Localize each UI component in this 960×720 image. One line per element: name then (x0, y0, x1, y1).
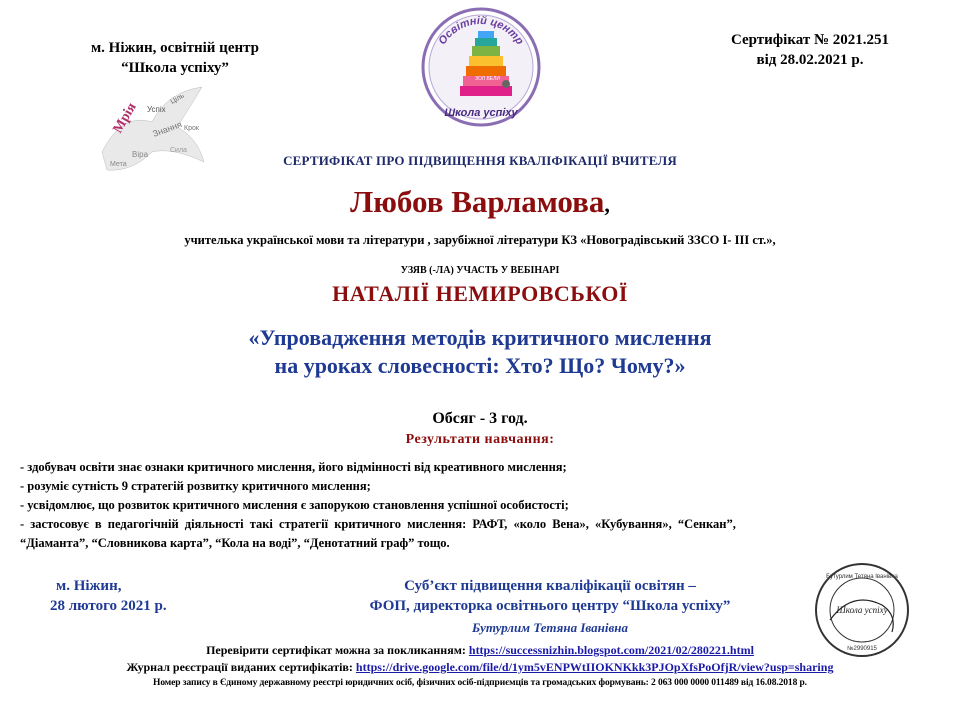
recipient-position: учителька української мови та літератури , зарубіжної літератури КЗ «Новоградівський ЗЗСО І- ІІІ ст.», (184, 233, 776, 247)
journal-link[interactable]: https://drive.google.com/file/d/1ym5vENPWtIIOKNKkk3PJOpXfsPoOfjR/view?usp=sharing (355, 660, 834, 674)
header-left-line1: м. Ніжин, освітній центр (90, 40, 260, 56)
recipient-comma: , (604, 192, 610, 217)
footer-subject-line1: Суб’єкт підвищення кваліфікації освітян – (404, 578, 696, 594)
header-left-line2: “Школа успіху” (121, 60, 229, 76)
logo-top-text: Освітній центр (436, 14, 526, 48)
webinar-volume: Обсяг - 3 год. (432, 410, 528, 427)
cloud-word: Крок (184, 125, 199, 132)
certificate-title: СЕРТИФІКАТ ПРО ПІДВИЩЕННЯ КВАЛІФІКАЦІЇ ВЧИТЕЛЯ (283, 153, 677, 168)
stamp-ring-text: Бутурлим Тетяна Іванівна (826, 574, 898, 580)
cloud-word: Мета (110, 161, 127, 168)
result-item: - усвідомлює, що розвиток критичного мислення є запорукою становлення успішної особистості; (20, 498, 569, 512)
recipient-name: Любов Варламова (350, 184, 605, 219)
journal-label: Журнал реєстрації виданих сертифікатів: (126, 660, 353, 674)
webinar-topic-line2: на уроках словесності: Хто? Що? Чому?» (274, 353, 686, 378)
verify-line (0, 643, 960, 658)
cloud-word: Віра (132, 150, 149, 159)
certificate-date: від 28.02.2021 р. (756, 52, 864, 68)
school-logo (420, 6, 542, 128)
result-item: “Діаманта”, “Словникова карта”, “Кола на воді”, “Денотатний граф” тощо. (20, 536, 450, 550)
results-list (20, 458, 950, 553)
result-item: - здобувач освіти знає ознаки критичного мислення, його відмінності від креативного мислення; (20, 460, 567, 474)
certificate-number: Сертифікат № 2021.251 (730, 32, 890, 48)
webinar-author: НАТАЛІЇ НЕМИРОВСЬКОЇ (332, 281, 628, 306)
logo-icon (420, 6, 542, 128)
stamp-center-text: Школа успіху (836, 605, 888, 615)
footer-date: 28 лютого 2021 р. (50, 598, 167, 614)
footer-subject (300, 576, 800, 616)
footer-subject-line2: ФОП, директорка освітнього центру “Школа успіху” (369, 598, 731, 614)
webinar-topic-line1: «Упровадження методів критичного мислення (248, 325, 712, 350)
certificate-number-block (700, 30, 920, 70)
participation-text: УЗЯВ (-ЛА) УЧАСТЬ У ВЕБІНАРІ (400, 265, 560, 276)
results-title: Результати навчання: (405, 432, 555, 447)
header-left (55, 38, 295, 78)
recipient-name-block (280, 184, 680, 223)
bird-icon (92, 82, 212, 177)
verify-link[interactable]: https://successnizhin.blogspot.com/2021/02/280221.html (468, 643, 754, 657)
cloud-word: Ціль (169, 92, 186, 106)
cloud-word: Успіх (147, 105, 166, 114)
journal-line (0, 660, 960, 675)
cloud-word-main: Мрія (110, 100, 140, 136)
registry-line: Номер запису в Єдиному державному реєстрі юридичних осіб, фізичних осіб-підприємців та громадських формувань: 2 063 000 0000 011489 від 16.08.2018 р. (153, 678, 807, 688)
logo-bottom-text: Школа успіху (444, 107, 518, 119)
webinar-topic (120, 324, 840, 380)
result-item: - застосовує в педагогічній діяльності такі стратегії критичного мислення: РАФТ, «коло Вена», «Кубування», “Сенкан”, (20, 517, 736, 531)
logo-small-text: ЗОЛ ВЕЛИ (475, 76, 501, 82)
verify-label: Перевірити сертифікат можна за покликанням: (206, 643, 466, 657)
signature: Бутурлим Тетяна Іванівна (472, 620, 628, 635)
stamp-number: №2990915 (847, 646, 877, 652)
result-item: - розуміє сутність 9 стратегій розвитку критичного мислення; (20, 479, 371, 493)
footer-city-date (40, 576, 240, 616)
footer-city: м. Ніжин, (56, 578, 122, 594)
cloud-word: Сила (170, 147, 187, 154)
cloud-word: Знання (151, 119, 184, 139)
word-cloud-bird (92, 82, 212, 177)
